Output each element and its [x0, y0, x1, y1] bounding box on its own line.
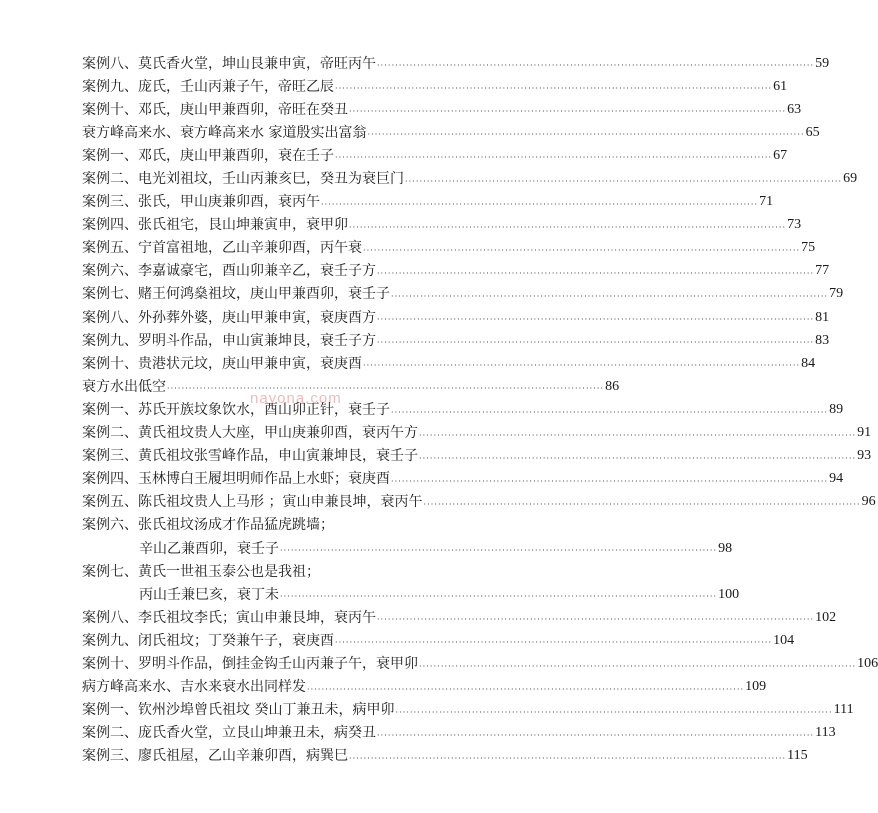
dot-leader: ························································································································	[349, 222, 787, 232]
dot-leader: ························································································································	[423, 499, 861, 509]
toc-entry-page-number: 93	[857, 448, 872, 464]
toc-entry-title: 案例十、邓氏，庚山甲兼酉卯，帝旺在癸丑	[82, 101, 348, 118]
toc-entry[interactable]	[82, 167, 858, 190]
toc-entry[interactable]	[82, 98, 802, 121]
toc-entry-title: 案例八、外孙葬外婆，庚山甲兼申寅，衰庚酉方	[82, 309, 376, 326]
toc-entry-title: 案例一、钦州沙埠曾氏祖坟 癸山丁兼丑未，病甲卯	[82, 702, 395, 719]
toc-entry-page-number: 98	[718, 540, 733, 556]
toc-entry[interactable]	[82, 629, 795, 652]
toc-entry[interactable]	[82, 352, 816, 375]
toc-entry-page-number: 81	[815, 309, 830, 325]
dot-leader: ························································································································	[307, 684, 745, 694]
toc-entry-page-number: 109	[745, 679, 767, 695]
toc-entry-page-number: 83	[815, 332, 830, 348]
toc-entry[interactable]	[82, 191, 774, 214]
dot-leader: ························································································································	[419, 453, 857, 463]
toc-entry-title: 案例六、李嘉诚豪宅，酉山卯兼辛乙，衰壬子方	[82, 263, 376, 280]
dot-leader: ························································································································	[419, 661, 857, 671]
toc-entry-title: 衰方峰高来水、衰方峰高来水 家道殷实出富翁	[82, 124, 367, 141]
toc-entry[interactable]	[82, 537, 733, 560]
toc-entry[interactable]	[82, 491, 876, 514]
watermark: nayona.com	[250, 390, 342, 407]
dot-leader: ························································································································	[335, 84, 773, 94]
toc-entry[interactable]	[82, 52, 830, 75]
dot-leader: ························································································································	[377, 615, 815, 625]
dot-leader: ························································································································	[377, 268, 815, 278]
toc-entry-title: 案例八、莫氏香火堂，坤山艮兼申寅，帝旺丙午	[82, 55, 376, 72]
toc-entry[interactable]	[82, 722, 836, 745]
toc-entry-page-number: 75	[801, 240, 816, 256]
toc-entry-page-number: 67	[773, 147, 788, 163]
toc-entry-title: 案例十、罗明斗作品，倒挂金钩壬山丙兼子午，衰甲卯	[82, 655, 418, 672]
toc-entry-page-number: 69	[843, 171, 858, 187]
dot-leader: ························································································································	[280, 592, 718, 602]
dot-leader: ························································································································	[391, 476, 829, 486]
toc-entry-title: 案例四、张氏祖宅，艮山坤兼寅申，衰甲卯	[82, 217, 348, 234]
toc-entry-page-number: 84	[801, 355, 816, 371]
toc-entry-title: 案例七、赌王何鸿燊祖坟，庚山甲兼酉卯，衰壬子	[82, 286, 390, 303]
toc-entry-title: 案例四、玉林博白王履坦明师作品上水虾；衰庚酉	[82, 471, 390, 488]
toc-entry-page-number: 96	[861, 494, 876, 510]
toc-entry-title: 案例八、李氏祖坟李氏；寅山申兼艮坤，衰丙午	[82, 609, 376, 626]
toc-entry-page-number: 102	[815, 609, 837, 625]
toc-entry-title: 辛山乙兼酉卯，衰壬子	[139, 540, 279, 557]
toc-entry-page-number: 86	[605, 378, 620, 394]
dot-leader: ························································································································	[395, 707, 833, 717]
toc-entry[interactable]	[82, 514, 494, 537]
toc-entry-page-number: 65	[805, 124, 820, 140]
dot-leader: ························································································································	[167, 384, 605, 394]
toc-entry[interactable]	[82, 606, 837, 629]
toc-entry[interactable]	[82, 121, 820, 144]
dot-leader: ························································································································	[391, 407, 829, 417]
toc-entry[interactable]	[82, 306, 830, 329]
toc-entry-title: 案例二、电光刘祖坟，壬山丙兼亥巳，癸丑为衰巨门	[82, 171, 404, 188]
toc-entry-title: 案例二、庞氏香火堂，立艮山坤兼丑未，病癸丑	[82, 725, 376, 742]
toc-entry-title: 案例九、罗明斗作品，申山寅兼坤艮，衰壬子方	[82, 332, 376, 349]
toc-entry-title: 案例九、闭氏祖坟；丁癸兼午子，衰庚酉	[82, 632, 334, 649]
dot-leader: ························································································································	[363, 361, 801, 371]
dot-leader: ························································································································	[349, 753, 787, 763]
toc-entry-page-number: 106	[857, 655, 878, 671]
dot-leader: ························································································································	[367, 130, 805, 140]
toc-entry-page-number: 89	[829, 401, 844, 417]
toc-entry[interactable]	[82, 676, 767, 699]
toc-entry-title: 案例五、陈氏祖坟贵人上马形 ；寅山申兼艮坤，衰丙午	[82, 494, 423, 511]
toc-entry-page-number: 63	[787, 101, 802, 117]
toc-entry-title: 案例六、张氏祖坟汤成才作品猛虎跳墙；	[82, 517, 334, 534]
toc-entry-title: 案例三、黄氏祖坟张雪峰作品，申山寅兼坤艮，衰壬子	[82, 448, 418, 465]
toc-entry-page-number: 111	[833, 702, 854, 718]
dot-leader: ························································································································	[363, 245, 801, 255]
toc-entry-page-number: 59	[815, 55, 830, 71]
dot-leader: ························································································································	[377, 61, 815, 71]
dot-leader: ························································································································	[405, 176, 843, 186]
toc-entry-page-number: 113	[815, 725, 836, 741]
toc-entry-title: 案例二、黄氏祖坟贵人大座，甲山庚兼卯酉，衰丙午方	[82, 425, 418, 442]
toc-entry-title: 案例九、庞氏，壬山丙兼子午，帝旺乙辰	[82, 78, 334, 95]
dot-leader: ························································································································	[377, 730, 815, 740]
toc-entry[interactable]	[82, 745, 808, 768]
dot-leader: ························································································································	[349, 107, 787, 117]
toc-entry-title: 病方峰高来水、吉水来衰水出同样发	[82, 679, 306, 696]
toc-entry-page-number: 61	[773, 78, 788, 94]
toc-entry-title: 案例三、廖氏祖屋，乙山辛兼卯酉，病巽巳	[82, 748, 348, 765]
toc-entry-page-number: 91	[857, 425, 872, 441]
toc-entry[interactable]	[82, 468, 844, 491]
toc-entry[interactable]	[82, 260, 830, 283]
toc-entry-title: 案例一、邓氏，庚山甲兼酉卯，衰在壬子	[82, 147, 334, 164]
toc-entry[interactable]	[82, 329, 830, 352]
dot-leader: ························································································································	[391, 292, 829, 302]
toc-entry[interactable]	[82, 652, 878, 675]
toc-entry-page-number: 94	[829, 471, 844, 487]
toc-entry[interactable]	[82, 699, 854, 722]
table-of-contents	[82, 52, 878, 768]
toc-entry-page-number: 104	[773, 632, 795, 648]
toc-entry[interactable]	[82, 583, 740, 606]
toc-entry-title: 丙山壬兼巳亥，衰丁未	[139, 586, 279, 603]
toc-entry-page-number: 79	[829, 286, 844, 302]
dot-leader: ························································································································	[335, 153, 773, 163]
toc-entry-title: 案例五、宁首富祖地，乙山辛兼卯酉，丙午衰	[82, 240, 362, 257]
dot-leader: ························································································································	[321, 199, 759, 209]
toc-entry[interactable]	[82, 144, 788, 167]
dot-leader: ························································································································	[419, 430, 857, 440]
dot-leader: ························································································································	[335, 638, 773, 648]
toc-entry-page-number: 71	[759, 194, 774, 210]
toc-entry-page-number: 115	[787, 748, 808, 764]
dot-leader: ························································································································	[280, 546, 718, 556]
toc-entry[interactable]	[82, 560, 494, 583]
toc-entry-title: 案例七、黄氏一世祖玉泰公也是我祖；	[82, 563, 320, 580]
toc-entry[interactable]	[82, 422, 872, 445]
toc-entry-page-number: 100	[718, 586, 740, 602]
toc-entry[interactable]	[82, 237, 816, 260]
toc-entry-title: 案例十、贵港状元坟，庚山甲兼申寅，衰庚酉	[82, 355, 362, 372]
toc-entry-title: 案例一、苏氏开族坟象饮水，酉山卯正针，衰壬子	[82, 401, 390, 418]
dot-leader: ························································································································	[377, 315, 815, 325]
toc-entry[interactable]	[82, 214, 802, 237]
toc-entry[interactable]	[82, 75, 788, 98]
toc-entry-page-number: 77	[815, 263, 830, 279]
toc-entry-title: 衰方水出低空	[82, 378, 166, 395]
toc-entry[interactable]	[82, 445, 872, 468]
dot-leader: ························································································································	[377, 338, 815, 348]
toc-entry[interactable]	[82, 283, 844, 306]
toc-entry-title: 案例三、张氏，甲山庚兼卯酉，衰丙午	[82, 194, 320, 211]
toc-entry-page-number: 73	[787, 217, 802, 233]
